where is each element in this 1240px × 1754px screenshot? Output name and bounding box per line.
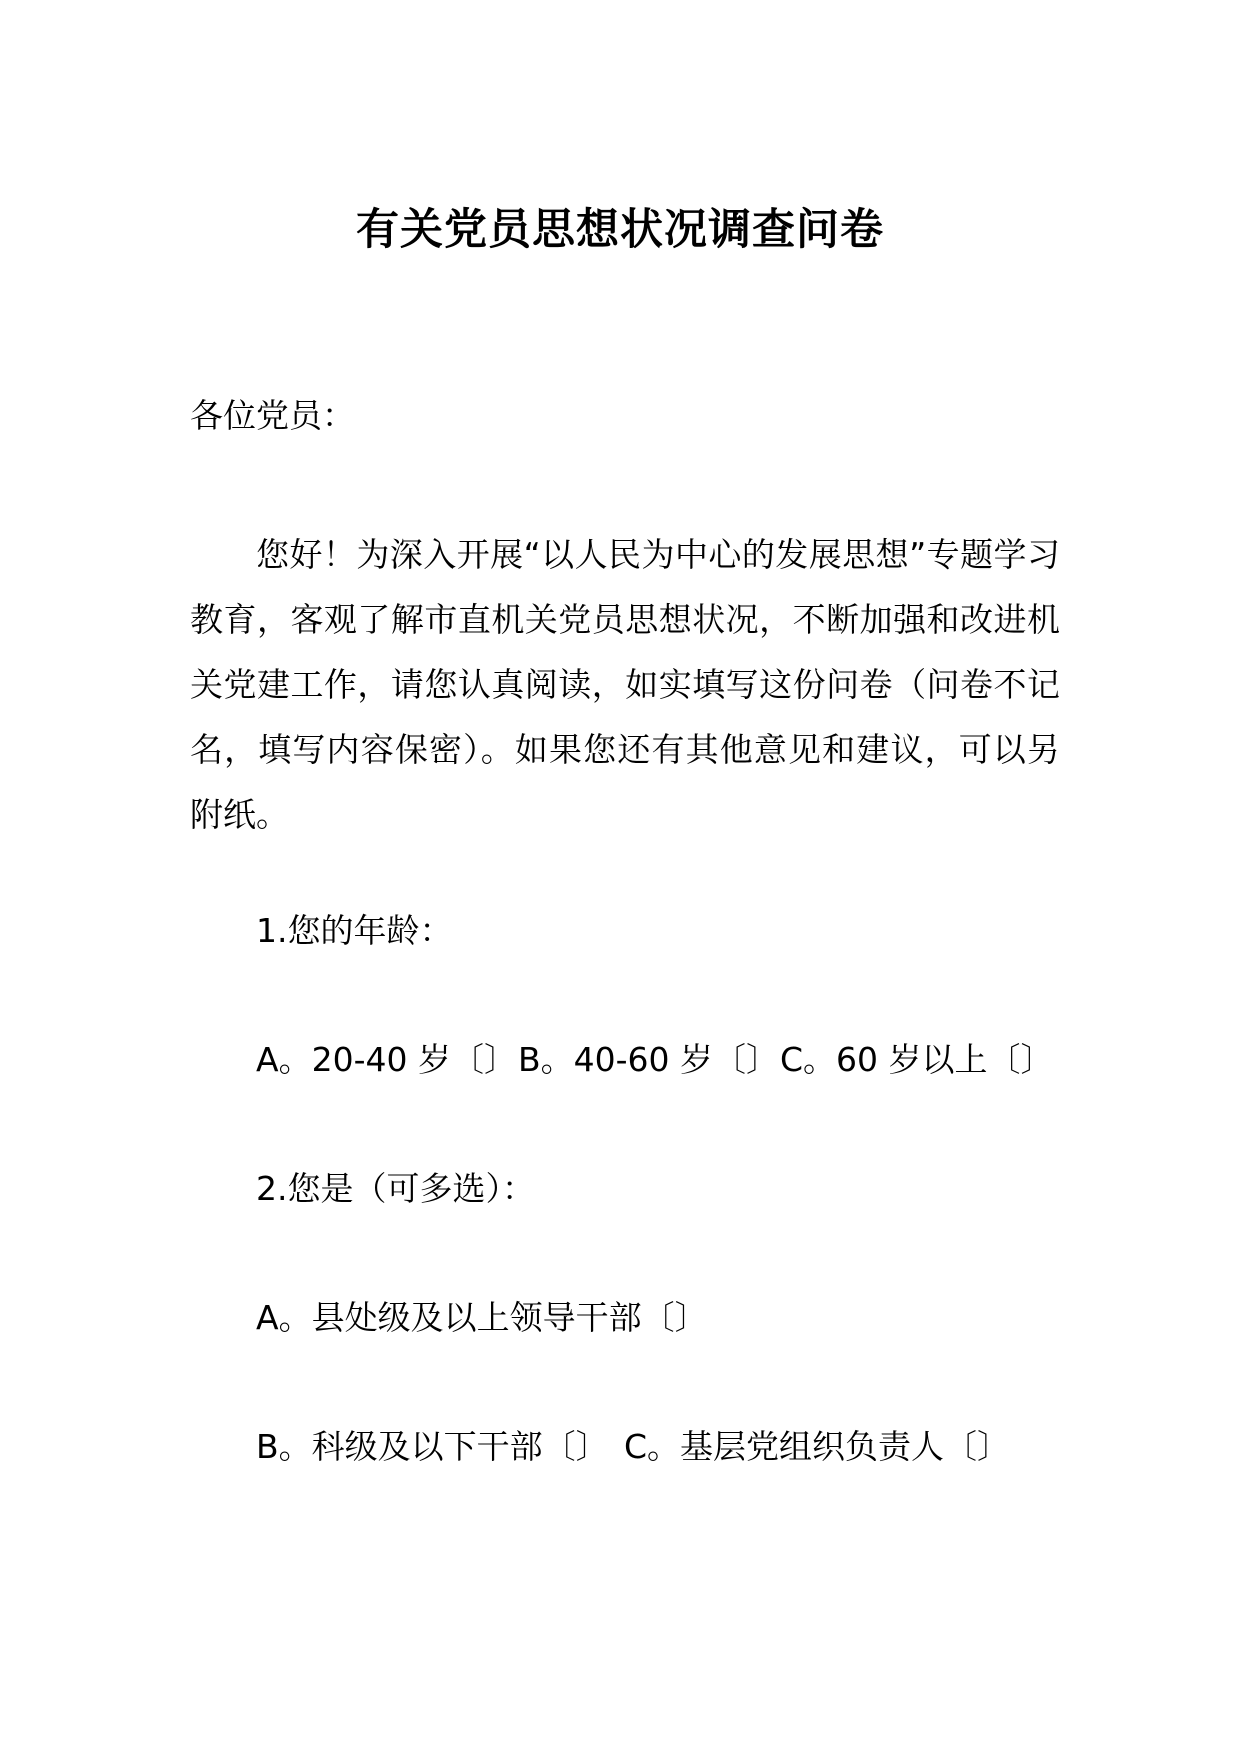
- intro-paragraph: 您好！为深入开展“以人民为中心的发展思想”专题学习教育，客观了解市直机关党员思想状况，不断加强和改进机关党建工作，请您认真阅读，如实填写这份问卷（问卷不记名，填写内容保密）。如果您还有其他意见和建议，可以另附纸。: [190, 535, 1060, 834]
- option-q2-a: A。县处级及以上领导干部〔〕: [256, 1298, 708, 1337]
- question-1-options: [256, 1037, 1054, 1083]
- option-q1-a: A。20-40 岁〔〕: [256, 1040, 517, 1079]
- document-title: 有关党员思想状况调查问卷: [356, 205, 884, 255]
- question-2-options-row-1: [256, 1295, 708, 1341]
- question-2-options-row-2: [256, 1424, 1010, 1470]
- option-q2-b: B。科级及以下干部〔〕: [256, 1427, 609, 1466]
- option-q1-c: C。60 岁以上〔〕: [780, 1040, 1054, 1079]
- option-q2-c: C。基层党组织负责人〔〕: [624, 1427, 1011, 1466]
- option-q1-b: B。40-60 岁〔〕: [518, 1040, 780, 1079]
- question-2: 2.您是（可多选）：: [256, 1169, 535, 1208]
- salutation: 各位党员：: [190, 396, 355, 435]
- question-1: 1.您的年龄：: [256, 911, 453, 950]
